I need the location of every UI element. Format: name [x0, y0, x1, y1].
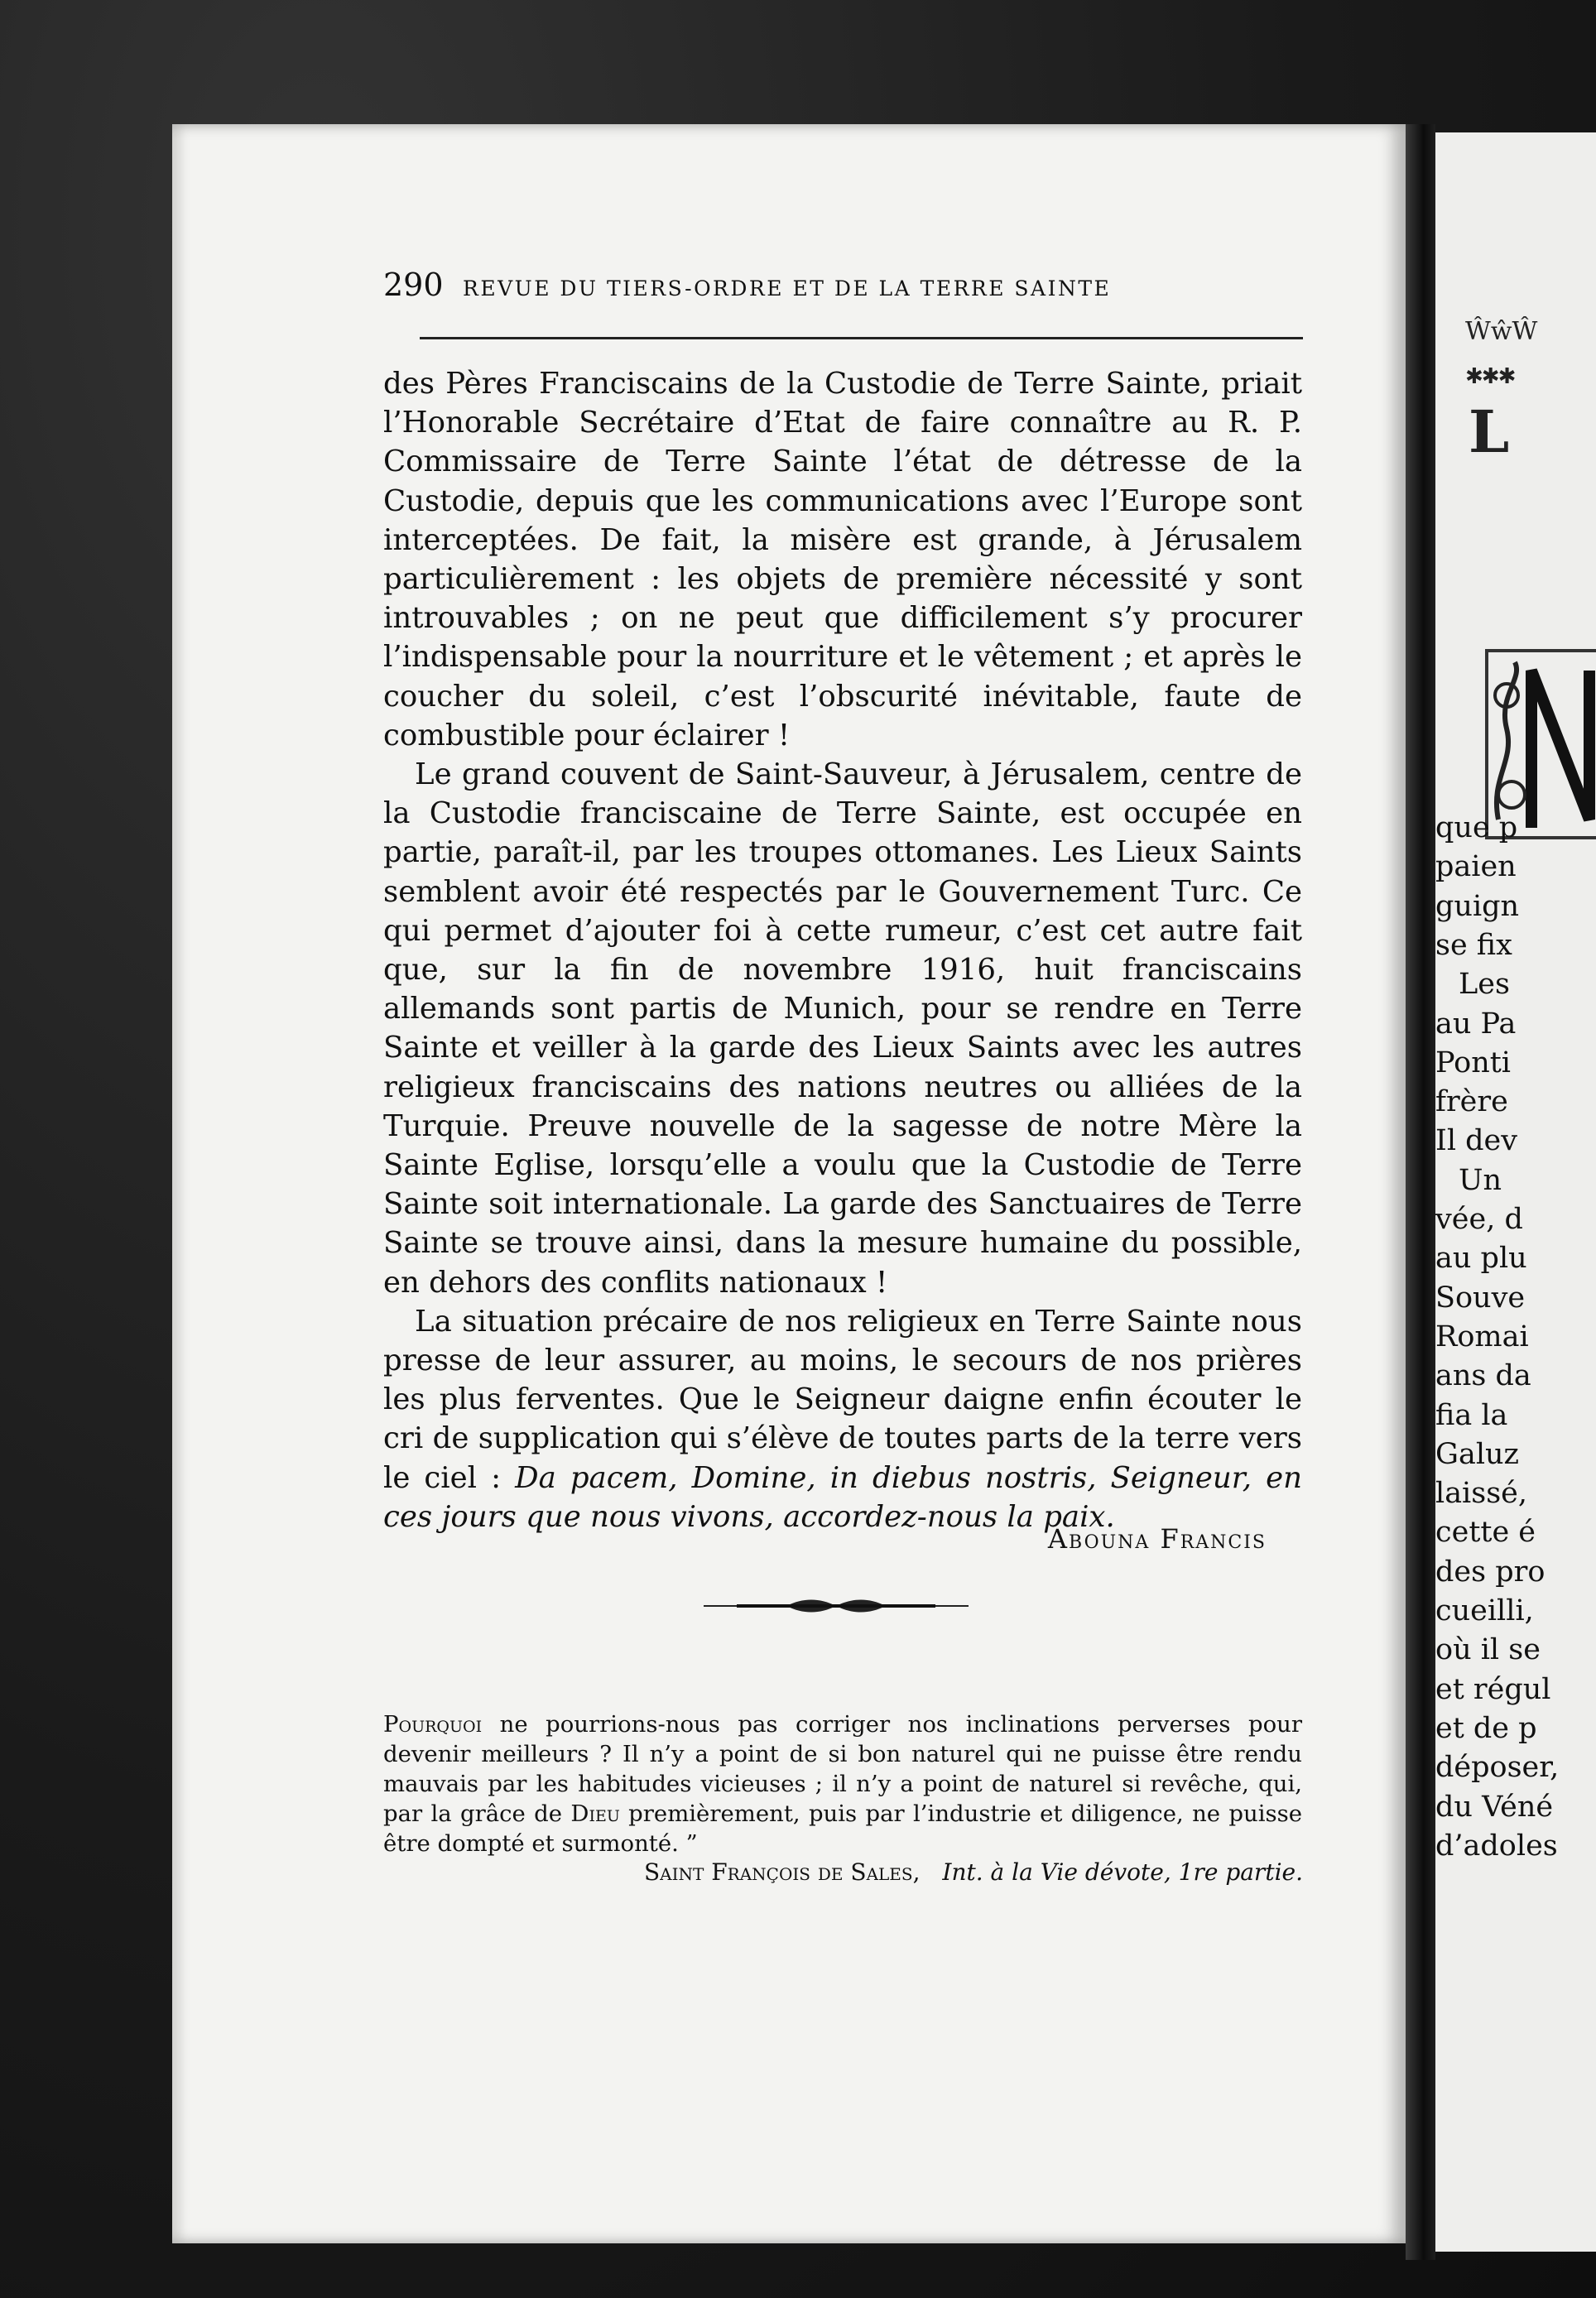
quote-attribution [538, 1858, 1303, 1886]
right-page-line: Romai [1435, 1320, 1529, 1353]
right-page-line: se fix [1435, 928, 1512, 962]
quote-source: Int. à la Vie dévote, 1re partie. [942, 1858, 1303, 1886]
right-page-line: guign [1435, 889, 1520, 923]
right-page-line: fia la [1435, 1398, 1508, 1432]
book-gutter [1406, 124, 1435, 2260]
quote-dieu: Dieu [570, 1800, 620, 1827]
right-page-line: cueilli, [1435, 1594, 1534, 1627]
right-page [1435, 132, 1596, 2252]
right-page-line: et de p [1435, 1711, 1537, 1745]
right-page-line: Souve [1435, 1281, 1526, 1315]
quote-author: Saint François de Sales, [643, 1858, 921, 1886]
right-page-line: Les [1459, 968, 1510, 1002]
author-signature [935, 1523, 1267, 1555]
right-heading-fragment: L [1469, 397, 1510, 466]
quote-text-2: premièrement, puis par l’industrie et diligence, ne puisse être dompté et surmonté. ” [383, 1800, 1302, 1857]
star-divider: ✱✱✱ [1465, 364, 1515, 389]
right-page-line: d’adoles [1435, 1829, 1558, 1863]
quote-text [383, 1709, 1302, 1858]
right-page-line: ans da [1435, 1359, 1531, 1393]
right-page-line: Ponti [1435, 1046, 1512, 1079]
paragraph-3-text: La situation précaire de nos religieux en Terre Sainte nous presse de leur assurer, au moins, le secours de nos prières les plus ferventes. Que le Seigneur daigne enfin écouter le cri de supplication qui s’élève de toutes parts de la terre vers le ciel : [383, 1304, 1302, 1495]
signature-last: Francis [1160, 1523, 1267, 1555]
right-page-line: où il se [1435, 1633, 1541, 1667]
page-header [383, 263, 1302, 313]
saint-quote [383, 1709, 1302, 1858]
right-page-line: laissé, [1435, 1477, 1528, 1511]
right-page-line: frère [1435, 1085, 1508, 1119]
article-body [383, 364, 1302, 1536]
right-page-line: du Véné [1435, 1790, 1554, 1824]
right-page-line: Un [1459, 1163, 1502, 1197]
right-page-line: et régul [1435, 1672, 1551, 1706]
right-page-line: Il dev [1435, 1124, 1518, 1158]
section-ornament-icon [704, 1594, 969, 1618]
paragraph-2: Le grand couvent de Saint-Sauveur, à Jérusalem, centre de la Custodie franciscaine de Terre Sainte, est occupée en partie, paraît-il, par les troupes ottomanes. Les Lieux Saints semblent avoir été respectés par le Gouvernement Turc. Ce qui permet d’ajouter foi à cette rumeur, c’est cet autre fait que, sur la fin de novembre 1916, huit franciscains allemands sont partis de Munich, pour se rendre en Terre Sainte et veiller à la garde des Lieux Saints avec les autres religieux franciscains des nations neutres ou alliées de la Turquie. Preuve nouvelle de la sagesse de notre Mère la Sainte Eglise, lorsqu’elle a voulu que la Custodie de Terre Sainte soit internationale. La garde des Sanctuaires de Terre Sainte se trouve ainsi, dans la mesure humaine du possible, en dehors des conflits nationaux ! [383, 757, 1302, 1300]
quote-lead: Pourquoi [383, 1711, 483, 1738]
right-page-line: au Pa [1435, 1007, 1517, 1041]
paragraph-1: des Pères Franciscains de la Custodie de Terre Sainte, priait l’Honorable Secrétaire d’Etat de faire connaître au R. P. Commissaire de Terre Sainte l’état de détresse de la Custodie, depuis que les communications avec l’Europe sont interceptées. De fait, la misère est grande, à Jérusalem particulièrement : les objets de première nécessité y sont introuvables ; on ne peut que difficilement s’y procurer l’indispensable pour la nourriture et le vêtement ; et après le coucher du soleil, c’est l’obscurité inévitable, faute de combustible pour éclairer ! [383, 367, 1302, 752]
right-page-line: au plu [1435, 1242, 1527, 1276]
quote-text-1: ne pourrions-nous pas corriger nos inclinations perverses pour devenir meilleurs ? Il n’y a point de si bon naturel qui ne puisse être rendu mauvais par les habitudes vicieuses ; il n’y a point de naturel si revêche, qui, par la grâce de [383, 1711, 1302, 1827]
right-page-line: des pro [1435, 1555, 1546, 1589]
right-page-line: paien [1435, 850, 1517, 884]
ornament-border-icon [1465, 315, 1596, 348]
svg-text:ŴŵŴ: ŴŵŴ [1465, 317, 1538, 346]
page-number: 290 [383, 267, 444, 303]
paragraph-3 [383, 1302, 1302, 1536]
paragraph-3-latin-prayer: Da pacem, Domine, in diebus nostris, Seigneur, en ces jours que nous vivons, accordez-nous la paix. [383, 1460, 1302, 1534]
right-page-line: Galuz [1435, 1437, 1520, 1471]
right-page-line: cette é [1435, 1516, 1536, 1550]
signature-first: Abouna [1047, 1523, 1151, 1555]
right-page-line: vée, d [1435, 1203, 1523, 1236]
right-page-line: que p [1435, 811, 1518, 844]
running-title: REVUE DU TIERS-ORDRE ET DE LA TERRE SAINTE [463, 276, 1112, 300]
right-page-line: déposer, [1435, 1751, 1560, 1785]
header-rule [420, 337, 1303, 339]
